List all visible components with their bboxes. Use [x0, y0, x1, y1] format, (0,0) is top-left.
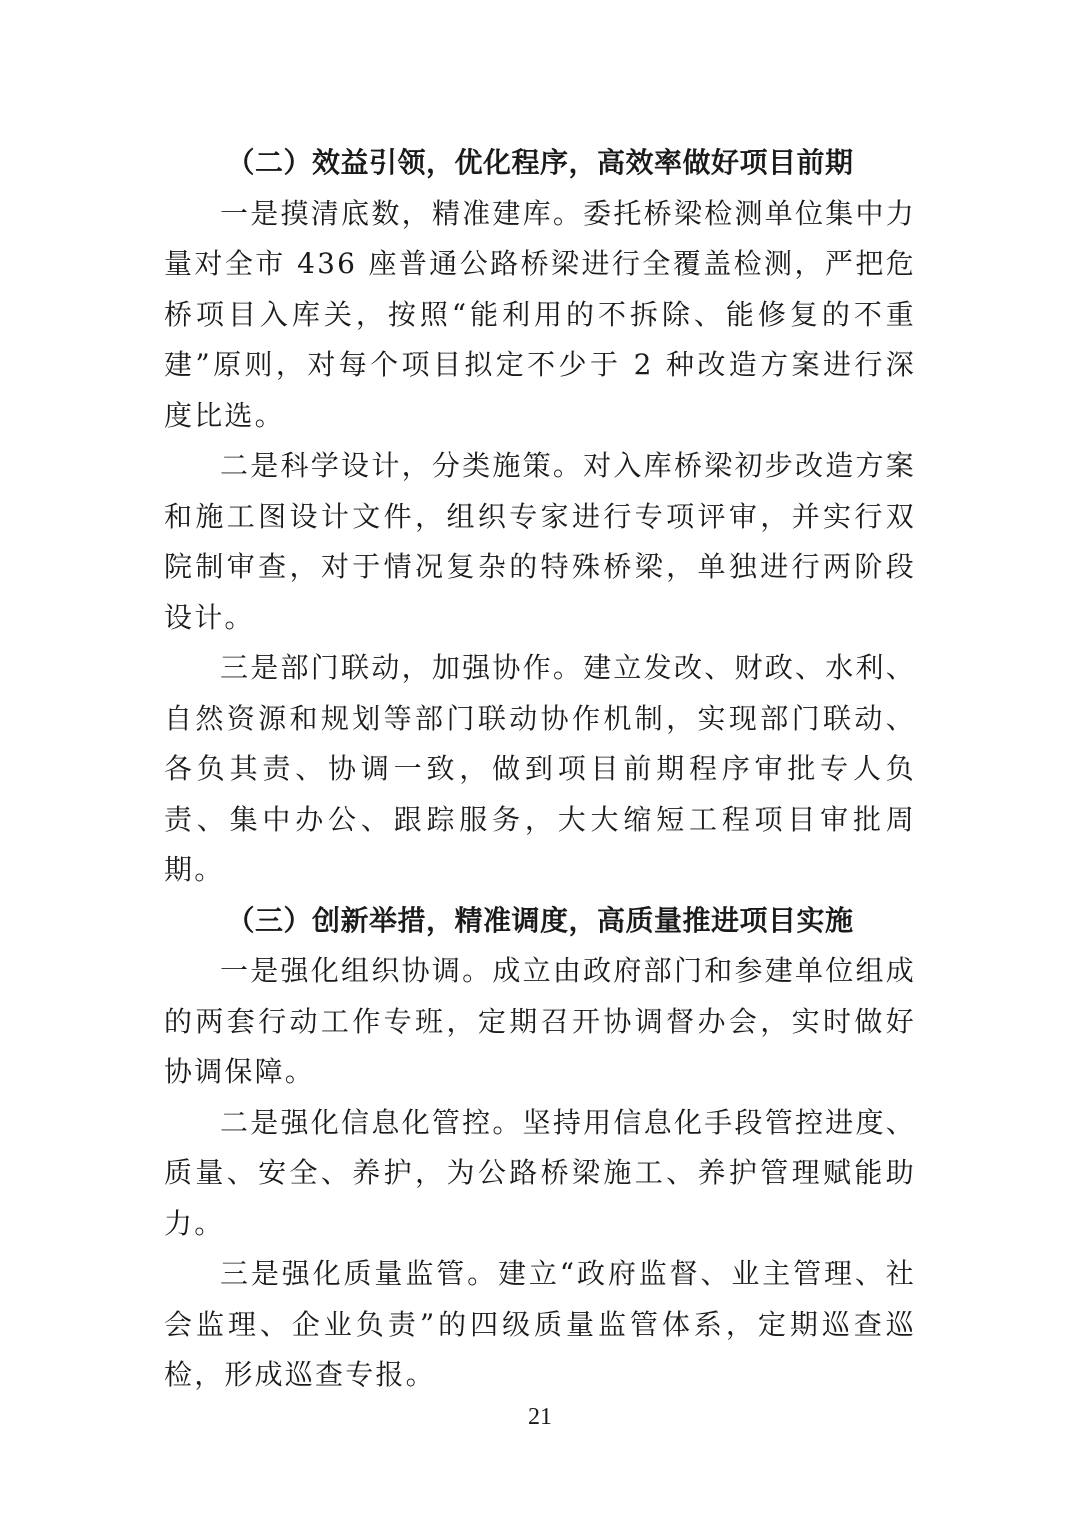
paragraph-organization: 一是强化组织协调。成立由政府部门和参建单位组成的两套行动工作专班，定期召开协调督办会，实时做好协调保障。	[164, 954, 916, 1088]
section-heading-3: （三）创新举措，精准调度，高质量推进项目实施	[226, 903, 854, 937]
document-body	[164, 138, 916, 1401]
paragraph-informatization: 二是强化信息化管控。坚持用信息化手段管控进度、质量、安全、养护，为公路桥梁施工、养护管理赋能助力。	[164, 1105, 916, 1240]
paragraph-department-coordination: 三是部门联动，加强协作。建立发改、财政、水利、自然资源和规划等部门联动协作机制，实现部门联动、各负其责、协调一致，做到项目前期程序审批专人负责、集中办公、跟踪服务，大大缩短工程项目审批周期。	[164, 651, 916, 886]
paragraph-scientific-design: 二是科学设计，分类施策。对入库桥梁初步改造方案和施工图设计文件，组织专家进行专项评审，并实行双院制审查，对于情况复杂的特殊桥梁，单独进行两阶段设计。	[164, 449, 916, 634]
paragraph-data-inventory: 一是摸清底数，精准建库。委托桥梁检测单位集中力量对全市 436 座普通公路桥梁进行全覆盖检测，严把危桥项目入库关，按照“能利用的不拆除、能修复的不重建”原则，对每个项目拟定不少于 2 种改造方案进行深度比选。	[164, 196, 916, 432]
page-number: 21	[528, 1404, 552, 1430]
paragraph-quality-supervision: 三是强化质量监管。建立“政府监督、业主管理、社会监理、企业负责”的四级质量监管体系，定期巡查巡检，形成巡查专报。	[164, 1257, 916, 1391]
section-heading-2: （二）效益引领，优化程序，高效率做好项目前期	[226, 146, 854, 179]
